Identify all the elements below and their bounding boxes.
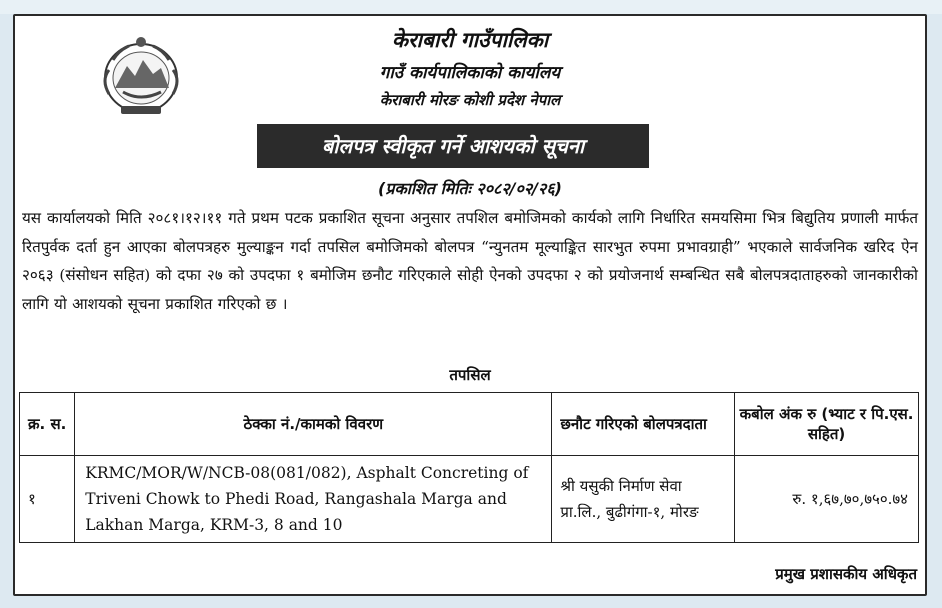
cell-description: KRMC/MOR/W/NCB-08(081/082), Asphalt Concreting of Triveni Chowk to Phedi Road, Rangashala Marga and Lakhan Marga, KRM-3, 8 and 10 <box>75 456 552 543</box>
notice-document <box>13 14 927 596</box>
cell-amount: रु. १,६७,७०,७५०.७४ <box>735 456 919 543</box>
bid-table <box>19 392 919 543</box>
published-date: (प्रकाशित मितिः २०८२/०२/२६) <box>378 179 562 198</box>
top-band <box>0 0 942 14</box>
office-address: केराबारी मोरङ कोशी प्रदेश नेपाल <box>379 91 561 109</box>
details-heading: तपसिल <box>449 366 491 384</box>
header-description: ठेक्का नं./कामको विवरण <box>75 393 552 456</box>
cell-sn: १ <box>20 456 75 543</box>
table-row <box>20 456 919 543</box>
office-name: केराबारी गाउँपालिका <box>391 28 549 52</box>
header-bidder: छनौट गरिएको बोलपत्रदाता <box>552 393 735 456</box>
header-amount: कबोल अंक रु (भ्याट र पि.एस. सहित) <box>735 393 919 456</box>
office-subtitle: गाउँ कार्यपालिकाको कार्यालय <box>379 63 561 83</box>
header-sn: क्र. स. <box>20 393 75 456</box>
signature-title: प्रमुख प्रशासकीय अधिकृत <box>775 565 917 583</box>
cell-bidder: श्री यसुकी निर्माण सेवा प्रा.लि., बुढीगंगा-१, मोरङ <box>552 456 735 543</box>
notice-title: बोलपत्र स्वीकृत गर्ने आशयको सूचना <box>257 124 649 168</box>
table-header-row <box>20 393 919 456</box>
notice-body-text: यस कार्यालयको मिति २०८१।१२।११ गते प्रथम पटक प्रकाशित सूचना अनुसार तपशिल बमोजिमको कार्यको लागि निर्धारित समयसिमा भित्र बिद्युतिय प्रणाली मार्फत रितपुर्वक दर्ता हुन आएका बोलपत्रहरु मुल्याङ्कन गर्दा तपसिल बमोजिमको बोलपत्र “न्युनतम मूल्याङ्कित सारभुत रुपमा प्रभावग्राही” भएकाले सार्वजनिक खरिद ऐन २०६३ (संसोधन सहित) को दफा २७ को उपदफा १ बमोजिम छनौट गरिएकाले सोही ऐनको उपदफा २ को प्रयोजनार्थ सम्बन्धित सबै बोलपत्रदाताहरुको जानकारीको लागि यो आशयको सूचना प्रकाशित गरिएको छ । <box>22 209 918 313</box>
